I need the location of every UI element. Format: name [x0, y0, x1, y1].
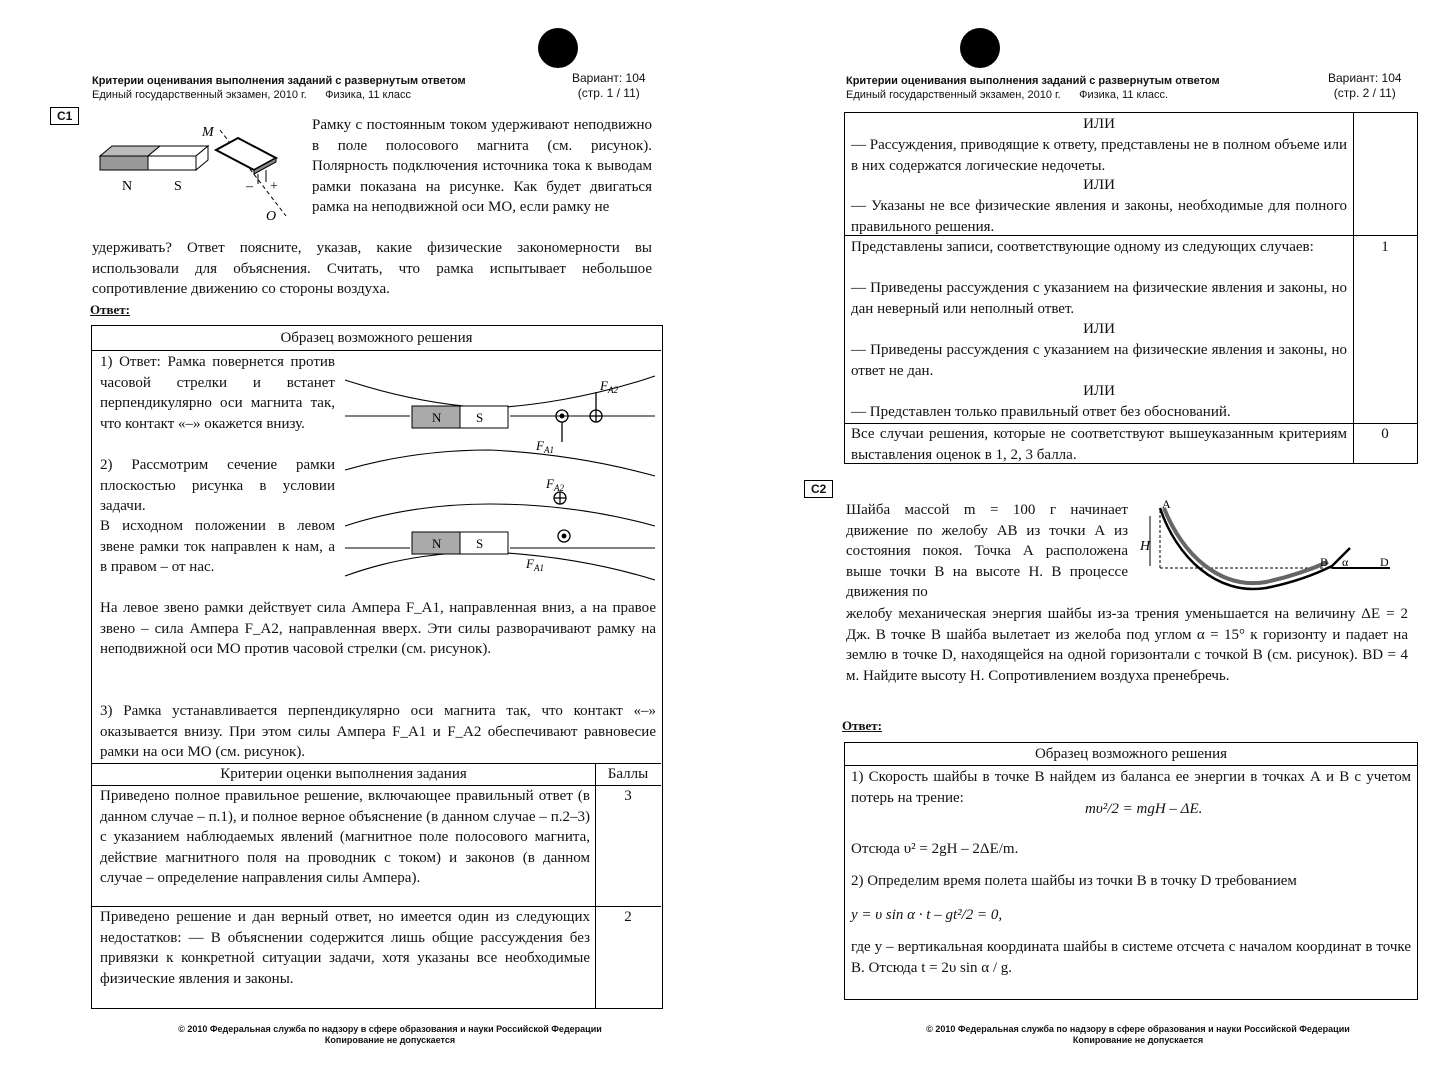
- current-markers: [554, 392, 602, 542]
- solution-title-c2: Образец возможного решения: [1034, 746, 1228, 762]
- label-n: N: [122, 179, 133, 194]
- criterion-2-b: — Рассуждения, приводящие к ответу, представлены не в полном объеме или в них содержатся логические недочеты.: [851, 137, 1347, 174]
- c2-step-1: 1) Скорость шайбы в точке В найдем из баланса ее энергии в точках А и В с учетом потерь на трение:: [851, 769, 1411, 806]
- task-tag-c2: C2: [804, 480, 833, 498]
- magnet-1: [412, 406, 508, 428]
- magnet-2: [412, 532, 508, 554]
- label-o: O: [266, 209, 277, 224]
- sol-step-2b: В исходном положении в левом звене рамки ток направлен к нам, а в правом – от нас.: [100, 518, 335, 575]
- label-m: M: [202, 125, 214, 140]
- points-1: 1: [1381, 239, 1389, 255]
- groove-figure: [1136, 496, 1406, 596]
- points-3: 3: [624, 788, 632, 804]
- header-left: Критерии оценивания выполнения заданий с развернутым ответом Единый государственный экзамен, 2010 г. Физика, 11 класс: [92, 75, 466, 101]
- variant-right: Вариант: 104 (стр. 2 / 11): [1328, 71, 1402, 100]
- points-0: 0: [1381, 426, 1389, 442]
- criterion-2-c: — Указаны не все физические явления и законы, необходимые для полного правильного решения.: [851, 198, 1347, 235]
- or-1: ИЛИ: [1083, 116, 1115, 132]
- criterion-1-b: — Приведены рассуждения с указанием на физические явления и законы, но ответ не дан.: [851, 342, 1347, 379]
- criterion-1-a: — Приведены рассуждения с указанием на физические явления и законы, но дан неверный или неполный ответ.: [851, 280, 1347, 317]
- sol-step-3: 3) Рамка устанавливается перпендикулярно оси магнита так, что контакт «–» оказывается внизу. При этом силы Ампера F_A1 и F_A2 обеспечивают равновесие рамки на оси MO (см. рисунок).: [100, 703, 656, 760]
- variant-left: Вариант: 104 (стр. 1 / 11): [572, 71, 646, 100]
- label-minus: –: [246, 179, 253, 194]
- c1-task-side: Рамку с постоянным током удерживают неподвижно в поле полосового магнита (см. рисунок). Полярность подключения источника тока к выводам рамки показана на рисунке. Как будет двигаться рамка на неподвижной оси MO, если рамку не: [312, 117, 652, 215]
- c1-solution-box: [91, 325, 663, 1009]
- c2-solution-box: [844, 742, 1418, 1000]
- footer-right: © 2010 Федеральная служба по надзору в сфере образования и науки Российской Федерации Копирование не допускается: [926, 1024, 1350, 1045]
- c2-step-2: 2) Определим время полета шайбы из точки В в точку D требованием: [851, 873, 1297, 889]
- points-2: 2: [624, 909, 632, 925]
- points-title: Баллы: [607, 766, 649, 782]
- svg-text:S: S: [476, 410, 484, 425]
- label-s: S: [174, 179, 182, 194]
- label-d: D: [1380, 555, 1389, 569]
- svg-text:S: S: [476, 536, 484, 551]
- label-b: B: [1320, 555, 1329, 569]
- c2-step-2b: где y – вертикальная координата шайбы в системе отсчета с началом координат в точке В. Отсюда t = 2υ sin α / g.: [851, 939, 1411, 976]
- answer-label-c2: Ответ:: [842, 718, 883, 733]
- header-right: Критерии оценивания выполнения заданий с развернутым ответом Единый государственный экзамен, 2010 г. Физика, 11 класс.: [846, 75, 1220, 101]
- solution-title: Образец возможного решения: [280, 330, 473, 346]
- svg-text:N: N: [432, 410, 442, 425]
- c2-task-full: желобу механическая энергия шайбы из-за трения уменьшается на величину ΔE = 2 Дж. В точке В шайба вылетает из желоба под углом α = 15° к горизонту и падает на землю в точке D, находящейся на одной горизонтали с точкой В (см. рисунок). BD = 4 м. Найдите высоту H. Сопротивлением воздуха пренебречь.: [846, 606, 1408, 684]
- registration-mark-right: [960, 28, 1000, 68]
- label-alpha: α: [1342, 555, 1349, 569]
- task-tag-c1: C1: [50, 107, 79, 125]
- criterion-2: Приведено решение и дан верный ответ, но имеется один из следующих недостатков: — В объяснении содержится лишь общие рассуждения без привязки к конкретной ситуации задачи, хотя указаны все необходимые физические явления и законы.: [100, 909, 590, 987]
- c1-task-full: удерживать? Ответ поясните, указав, какие физические закономерности вы использовали для объяснения. Считать, что рамка испытывает небольшое сопротивление движению со стороны воздуха.: [92, 240, 652, 297]
- force-a2-label: $F_{A2}$: [600, 378, 618, 395]
- c2-task-side: Шайба массой m = 100 г начинает движение по желобу АВ из точки А из состояния покоя. Точка А расположена выше точки В на высоте H. В процессе движения по: [846, 502, 1128, 600]
- criterion-0: Все случаи решения, которые не соответствуют вышеуказанным критериям выставления оценок в 1, 2, 3 балла.: [851, 426, 1347, 463]
- page-right: [728, 0, 1456, 1066]
- or-4: ИЛИ: [1083, 383, 1115, 399]
- footer-left: © 2010 Федеральная служба по надзору в сфере образования и науки Российской Федерации Копирование не допускается: [178, 1024, 602, 1045]
- sol-ampere-a: На левое звено рамки действует сила Ампера F_A1, направленная вниз, а на правое звено – сила Ампера F_A2, направленная вверх. Эти силы разворачивают рамку на неподвижной оси MO против часовой стрелки (см. рисунок).: [100, 600, 656, 657]
- force-a1-label-2: $F_{A1}$: [526, 556, 544, 573]
- field-lines-figure: [340, 358, 658, 588]
- registration-mark: [538, 28, 578, 68]
- sol-step-1: 1) Ответ: Рамка повернется против часовой стрелки и встанет перпендикулярно оси магнита так, что контакт «–» окажется внизу.: [100, 354, 335, 432]
- magnet-s-pole: [148, 156, 196, 170]
- criteria-continued-table: [844, 112, 1418, 464]
- svg-text:N: N: [432, 536, 442, 551]
- label-h: H: [1140, 539, 1151, 554]
- c2-formula-2: y = υ sin α · t – gt²/2 = 0,: [851, 907, 1003, 923]
- criterion-1-c: — Представлен только правильный ответ без обоснований.: [851, 404, 1231, 420]
- criterion-1: Представлены записи, соответствующие одному из следующих случаев:: [851, 239, 1314, 255]
- magnet-n-pole: [100, 156, 148, 170]
- c2-step-1b: Отсюда υ² = 2gH – 2ΔE/m.: [851, 841, 1019, 857]
- frame-magnet-figure: [98, 120, 308, 230]
- force-a1-label: $F_{A1}$: [536, 438, 554, 455]
- c2-formula-1: mυ²/2 = mgH – ΔE.: [1085, 801, 1203, 817]
- or-2: ИЛИ: [1083, 177, 1115, 193]
- force-a2-label-2: $F_{A2}$: [546, 476, 564, 493]
- answer-label-c1: Ответ:: [90, 302, 131, 317]
- criterion-3: Приведено полное правильное решение, включающее правильный ответ (в данном случае – п.1), и полное верное объяснение (в данном случае – п.2–3) с указанием наблюдаемых явлений (магнитное поле полосового магнита, действие магнитного поля на проводник с током) и законов (в данном случае – определение направления силы Ампера).: [100, 788, 590, 886]
- label-a: A: [1162, 497, 1171, 511]
- sol-step-2: 2) Рассмотрим сечение рамки плоскостью рисунка в условии задачи.: [100, 457, 335, 514]
- or-3: ИЛИ: [1083, 321, 1115, 337]
- criteria-title: Критерии оценки выполнения задания: [220, 766, 467, 782]
- label-plus: +: [270, 179, 278, 194]
